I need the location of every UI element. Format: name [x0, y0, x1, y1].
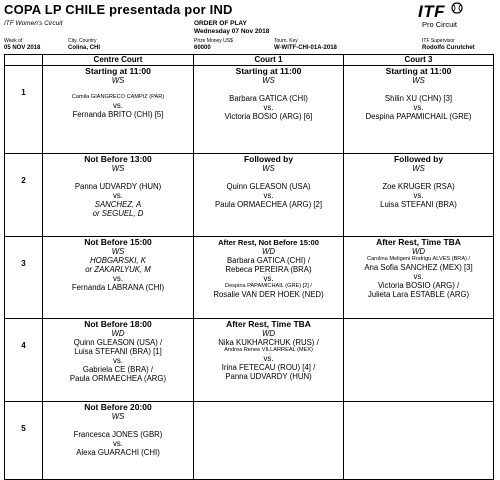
player-2: Alexa GUARACHI (CHI): [76, 448, 160, 457]
row-number: 2: [5, 154, 43, 237]
vs-label: vs.: [113, 274, 123, 283]
player-2: Victoria BOSIO (ARG) [6]: [224, 112, 313, 121]
meta-key-value: W-WITF-CHI-01A-2018: [274, 45, 337, 51]
match-time: Not Before 20:00: [84, 403, 152, 412]
meta-prize: [194, 38, 233, 51]
team-1-player-a: Barbara GATICA (CHI) /: [226, 256, 311, 265]
row-number: 4: [5, 319, 43, 402]
vs-label: vs.: [113, 356, 123, 365]
row-number-header: [5, 55, 43, 66]
meta-city: [68, 38, 100, 51]
meta-week-label: Week of: [4, 38, 23, 44]
match-event: WS: [412, 164, 425, 173]
match-time: After Rest, Time TBA: [376, 238, 461, 247]
court-header-row: [5, 55, 494, 66]
itf-pro-circuit-logo: [416, 2, 496, 28]
row-number: 1: [5, 66, 43, 154]
team-2-player-a: Irina FETECAU (ROU) [4] /: [221, 363, 316, 372]
circuit-subtitle: ITF Women's Circuit: [4, 20, 63, 27]
meta-week: [4, 38, 40, 51]
match-row: [5, 402, 494, 480]
team-1-player-a: Quinn GLEASON (USA) /: [73, 338, 163, 347]
match-cell: [43, 154, 194, 237]
court-header-centre: Centre Court: [43, 55, 194, 66]
player-2: Fernanda LABRANA (CHI): [71, 283, 165, 292]
vs-label: vs.: [263, 274, 274, 283]
vs-label: vs.: [113, 191, 123, 200]
pro-circuit-text: Pro Circuit: [422, 20, 458, 29]
vs-label: vs.: [263, 191, 274, 200]
match-cell: [194, 154, 344, 237]
vs-label: vs.: [263, 103, 274, 112]
match-cell: [344, 154, 494, 237]
itf-logo-text: ITF: [418, 2, 445, 21]
team-1-player-b: Rebeca PEREIRA (BRA): [225, 265, 312, 274]
team-2-player-b: Paula ORMAECHEA (ARG): [69, 374, 167, 383]
match-row: [5, 66, 494, 154]
court-header-court-3: Court 3: [344, 55, 494, 66]
match-event: WS: [262, 164, 275, 173]
meta-key-label: Tourn. Key: [274, 38, 298, 44]
row-number: 5: [5, 402, 43, 480]
team-2-player-a: Despina PAPAMICHAIL (GRE) [2] /: [225, 283, 312, 289]
meta-supervisor: [422, 38, 475, 51]
meta-city-label: City, Country: [68, 38, 97, 44]
match-time: Not Before 13:00: [84, 155, 152, 164]
match-time: After Rest, Not Before 15:00: [218, 238, 319, 247]
match-cell: [43, 66, 194, 154]
match-row: [5, 154, 494, 237]
match-cell: [194, 66, 344, 154]
match-event: WS: [111, 412, 125, 421]
meta-prize-label: Prize Money US$: [194, 38, 233, 44]
team-1-player-b: Andrea Renee VILLARREAL (MEX): [224, 347, 313, 353]
vs-label: vs.: [413, 103, 424, 112]
team-1-player-a: Nika KUKHARCHUK (RUS) /: [218, 338, 319, 347]
order-of-play-date: Wednesday 07 Nov 2018: [194, 28, 270, 35]
court-header-court-1: Court 1: [194, 55, 344, 66]
vs-label: vs.: [263, 354, 274, 363]
player-2: Fernanda BRITO (CHI) [5]: [72, 110, 164, 119]
match-cell: [43, 237, 194, 319]
player-1: Barbara GATICA (CHI): [229, 94, 308, 103]
meta-tourn-key: [274, 38, 337, 51]
team-2-player-a: Victoria BOSIO (ARG) /: [377, 281, 460, 290]
order-of-play-table: [4, 54, 494, 480]
empty-match-cell: [194, 402, 344, 480]
team-2-player-b: Julieta Lara ESTABLE (ARG): [367, 290, 470, 299]
match-event: WS: [111, 76, 125, 85]
row-number: 3: [5, 237, 43, 319]
match-time: Followed by: [243, 155, 294, 164]
match-cell: [43, 402, 194, 480]
match-cell: [194, 237, 344, 319]
empty-match-cell: [344, 402, 494, 480]
match-time: Starting at 11:00: [385, 67, 452, 76]
match-time: After Rest, Time TBA: [226, 320, 311, 329]
team-1-player-a: Carolina Meligeni Rodrigu ALVES (BRA) /: [366, 256, 471, 262]
vs-label: vs.: [413, 191, 424, 200]
tournament-title: COPA LP CHILE presentada por IND: [4, 2, 233, 17]
match-time: Followed by: [393, 155, 444, 164]
player-2-qualifier-a: SANCHEZ, A: [94, 200, 142, 209]
vs-label: vs.: [413, 272, 424, 281]
team-1-player-b: Luisa STEFANI (BRA) [1]: [74, 347, 162, 356]
player-2: Paula ORMAECHEA (ARG) [2]: [214, 200, 323, 209]
match-time: Starting at 11:00: [235, 67, 302, 76]
meta-super-label: ITF Supervisor: [422, 38, 455, 44]
meta-super-value: Rodolfo Curutchet: [422, 45, 475, 51]
match-cell: [194, 319, 344, 402]
match-cell: [344, 237, 494, 319]
match-cell: [344, 66, 494, 154]
player-1: Shilin XU (CHN) [3]: [384, 94, 453, 103]
player-1: Panna UDVARDY (HUN): [74, 182, 162, 191]
match-time: Starting at 11:00: [85, 67, 151, 76]
player-1: Camila GIANGRECO CAMPIZ (PAR): [71, 94, 165, 100]
order-of-play-label: ORDER OF PLAY: [194, 20, 247, 27]
player-1: Zoe KRUGER (RSA): [382, 182, 455, 191]
match-event: WS: [262, 76, 275, 85]
match-cell: [43, 319, 194, 402]
player-2: Despina PAPAMICHAIL (GRE): [365, 112, 472, 121]
team-2-player-b: Panna UDVARDY (HUN): [225, 372, 312, 381]
match-event: WS: [111, 247, 125, 256]
player-1-qualifier-b: or ZAKARLYUK, M: [85, 265, 151, 274]
empty-match-cell: [344, 319, 494, 402]
team-2-player-b: Rosalie VAN DER HOEK (NED): [213, 290, 324, 299]
match-time: Not Before 18:00: [84, 320, 152, 329]
match-time: Not Before 15:00: [84, 238, 152, 247]
match-event: WD: [262, 329, 275, 338]
vs-label: vs.: [113, 101, 123, 110]
match-event: WD: [262, 247, 275, 256]
match-event: WD: [412, 247, 425, 256]
match-event: WS: [111, 164, 125, 173]
meta-city-value: Colina, CHI: [68, 45, 101, 51]
tennis-ball-icon: [450, 2, 464, 14]
player-1: Quinn GLEASON (USA): [226, 182, 311, 191]
player-1-qualifier-a: HOBGARSKI, K: [90, 256, 146, 265]
match-row: [5, 237, 494, 319]
team-2-player-a: Gabriela CE (BRA) /: [82, 365, 154, 374]
match-event: WS: [412, 76, 425, 85]
team-1-player-b: Ana Sofia SANCHEZ (MEX) [3]: [364, 263, 473, 272]
meta-prize-value: 60000: [194, 45, 211, 51]
match-event: WD: [111, 329, 125, 338]
meta-week-value: 05 NOV 2018: [4, 45, 41, 51]
player-2: Luisa STEFANI (BRA): [380, 200, 457, 209]
player-2-qualifier-b: or SEGUEL, D: [92, 209, 144, 218]
player-1: Francesca JONES (GBR): [73, 430, 163, 439]
vs-label: vs.: [113, 439, 123, 448]
match-row: [5, 319, 494, 402]
